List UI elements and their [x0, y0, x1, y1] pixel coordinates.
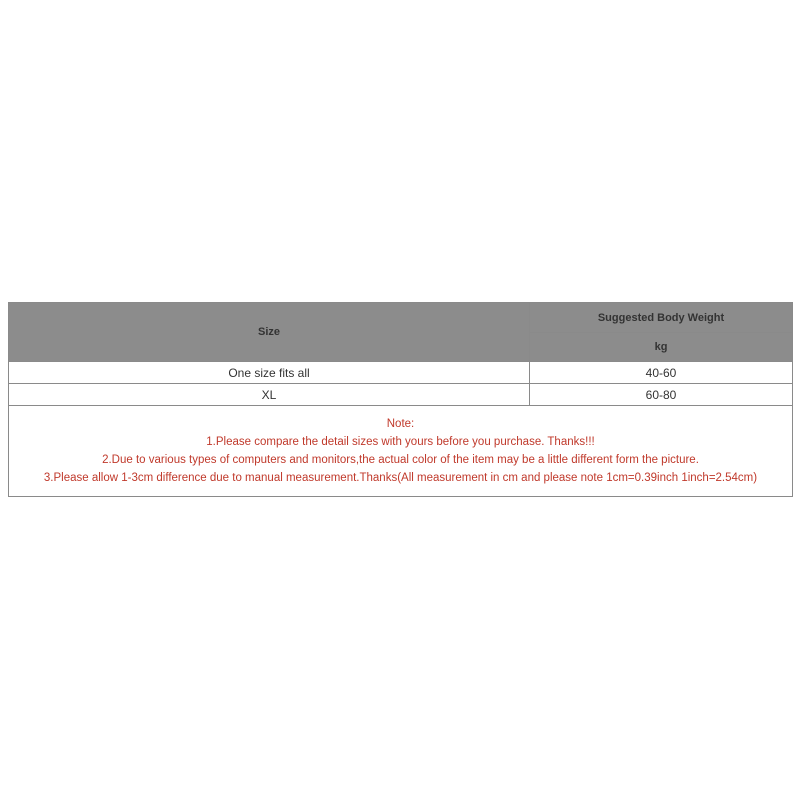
table-row: [9, 384, 793, 406]
size-cell: XL: [9, 384, 530, 406]
note-line: 3.Please allow 1-3cm difference due to manual measurement.Thanks(All measurement in cm and please note 1cm=0.39inch 1inch=2.54cm): [43, 472, 758, 484]
weight-cell: 40-60: [530, 362, 793, 384]
size-column-header: Size: [9, 303, 530, 362]
notes-cell: [9, 406, 793, 497]
note-title: Note:: [386, 418, 415, 430]
weight-unit-header: kg: [530, 333, 793, 362]
weight-column-header: Suggested Body Weight: [530, 303, 793, 333]
note-line: 1.Please compare the detail sizes with yours before you purchase. Thanks!!!: [206, 436, 595, 448]
size-chart-table: [8, 302, 793, 497]
weight-cell: 60-80: [530, 384, 793, 406]
notes-row: [9, 406, 793, 497]
table-row: [9, 362, 793, 384]
table-header-row: [9, 303, 793, 333]
size-cell: One size fits all: [9, 362, 530, 384]
note-line: 2.Due to various types of computers and monitors,the actual color of the item may be a little different form the picture.: [102, 454, 699, 466]
